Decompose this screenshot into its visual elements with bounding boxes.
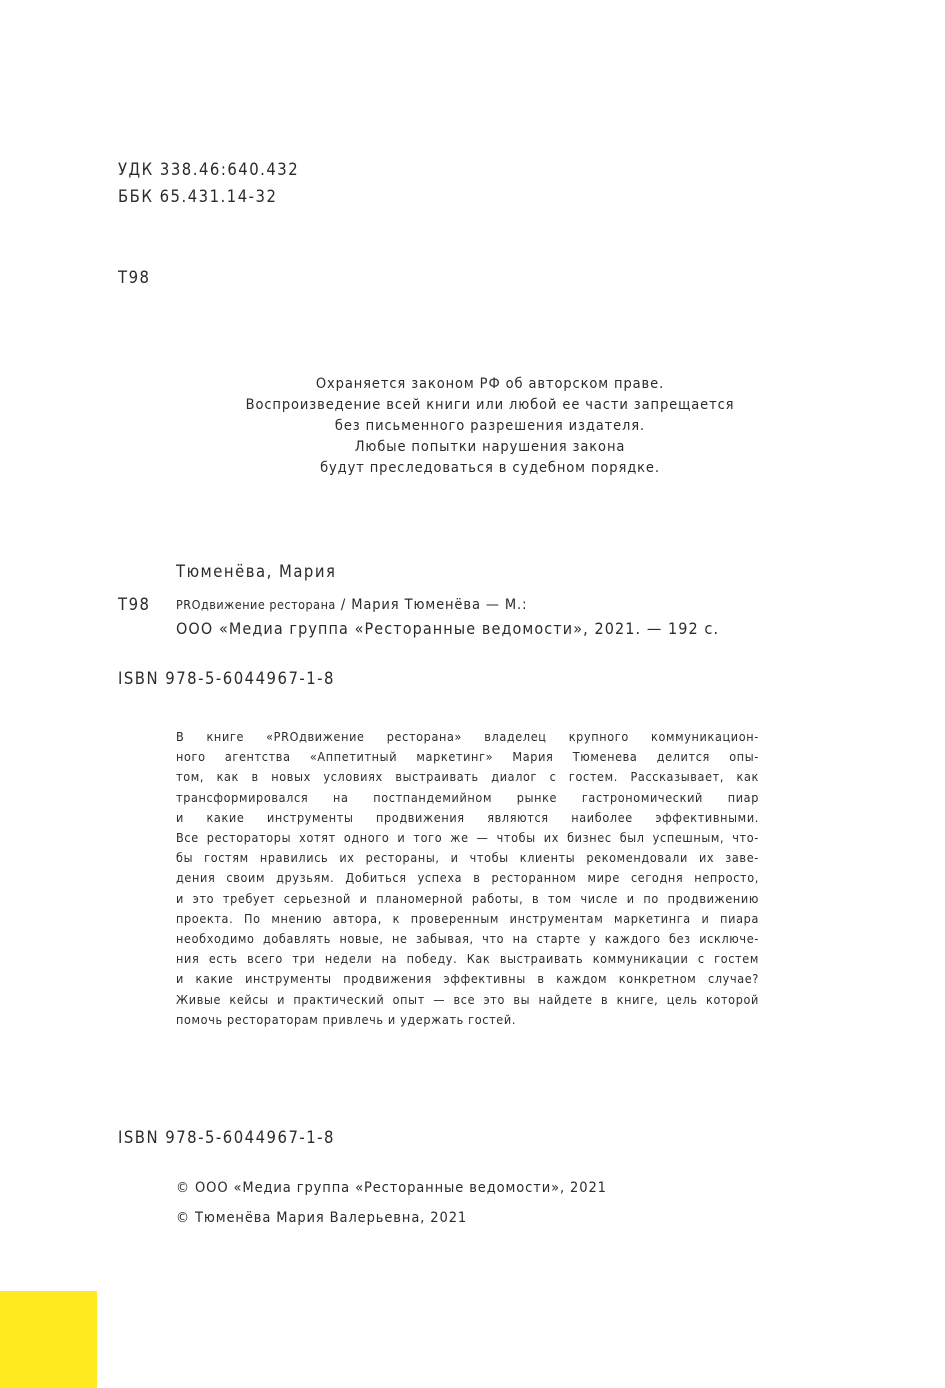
copyright-notice-line: без письменного разрешения издателя.	[334, 418, 646, 434]
statement-of-responsibility: / Мария Тюменёва — М.:	[335, 597, 528, 613]
author-sign: Т98	[118, 268, 151, 287]
annotation-line: ния есть всего три недели на победу. Как выстраивать коммуникации с гостем	[176, 951, 759, 967]
copyright-notice-line: Воспроизведение всей книги или любой ее части запрещается	[245, 397, 735, 413]
annotation-line: необходимо добавлять новые, не забывая, что на старте у каждого без исключе-	[176, 931, 759, 947]
annotation	[176, 727, 759, 1030]
annotation-line: трансформировался на постпандемийном рынке гастрономический пиар	[176, 789, 759, 805]
annotation-line: Живые кейсы и практический опыт — все это вы найдете в книге, цель которой	[176, 991, 759, 1007]
annotation-line: помочь рестораторам привлечь и удержать гостей.	[176, 1011, 517, 1027]
isbn-entry: ISBN 978-5-6044967-1-8	[118, 669, 335, 688]
annotation-line: ного агентства «Аппетитный маркетинг» Мария Тюменева делится опы-	[176, 749, 759, 765]
annotation-line: дения своим друзьям. Добиться успеха в ресторанном мире сегодня непросто,	[176, 870, 759, 886]
annotation-line: и какие инструменты продвижения являются наиболее эффективными.	[176, 809, 759, 825]
yellow-corner-block	[0, 1291, 97, 1388]
copyright-notice-line: Охраняется законом РФ об авторском праве.	[315, 376, 665, 392]
isbn-footer: ISBN 978-5-6044967-1-8	[118, 1128, 335, 1147]
publication-details: ООО «Медиа группа «Ресторанные ведомости», 2021. — 192 с.	[176, 619, 720, 638]
annotation-line: том, как в новых условиях выстраивать диалог с гостем. Рассказывает, как	[176, 769, 759, 785]
annotation-line: и это требует серьезной и планомерной работы, в том числе и по продвижению	[176, 890, 759, 906]
bbk-code: ББК 65.431.14-32	[118, 187, 278, 206]
annotation-line: проекта. По мнению автора, к проверенным инструментам маркетинга и пиара	[176, 910, 759, 926]
annotation-line: В книге «PRОдвижение ресторана» владелец крупного коммуникацион-	[176, 729, 759, 744]
copyright-notice	[140, 374, 840, 479]
annotation-line: Все рестораторы хотят одного и того же — чтобы их бизнес был успешным, что-	[176, 830, 759, 846]
book-title: PRОдвижение ресторана	[176, 597, 336, 612]
bibliographic-title-line	[176, 597, 527, 613]
annotation-line: и какие инструменты продвижения эффективны в каждом конкретном случае?	[176, 971, 759, 987]
author-sign-entry: Т98	[118, 595, 151, 614]
copyright-notice-line: будут преследоваться в судебном порядке.	[320, 460, 660, 476]
copyright-notice-line: Любые попытки нарушения закона	[354, 439, 626, 455]
author-copyright: © Тюменёва Мария Валерьевна, 2021	[176, 1210, 468, 1226]
publisher-copyright: © ООО «Медиа группа «Ресторанные ведомости», 2021	[176, 1180, 607, 1196]
annotation-line: бы гостям нравились их рестораны, и чтобы клиенты рекомендовали их заве-	[176, 850, 759, 866]
author-heading: Тюменёва, Мария	[176, 562, 337, 581]
udk-code: УДК 338.46:640.432	[118, 160, 300, 179]
